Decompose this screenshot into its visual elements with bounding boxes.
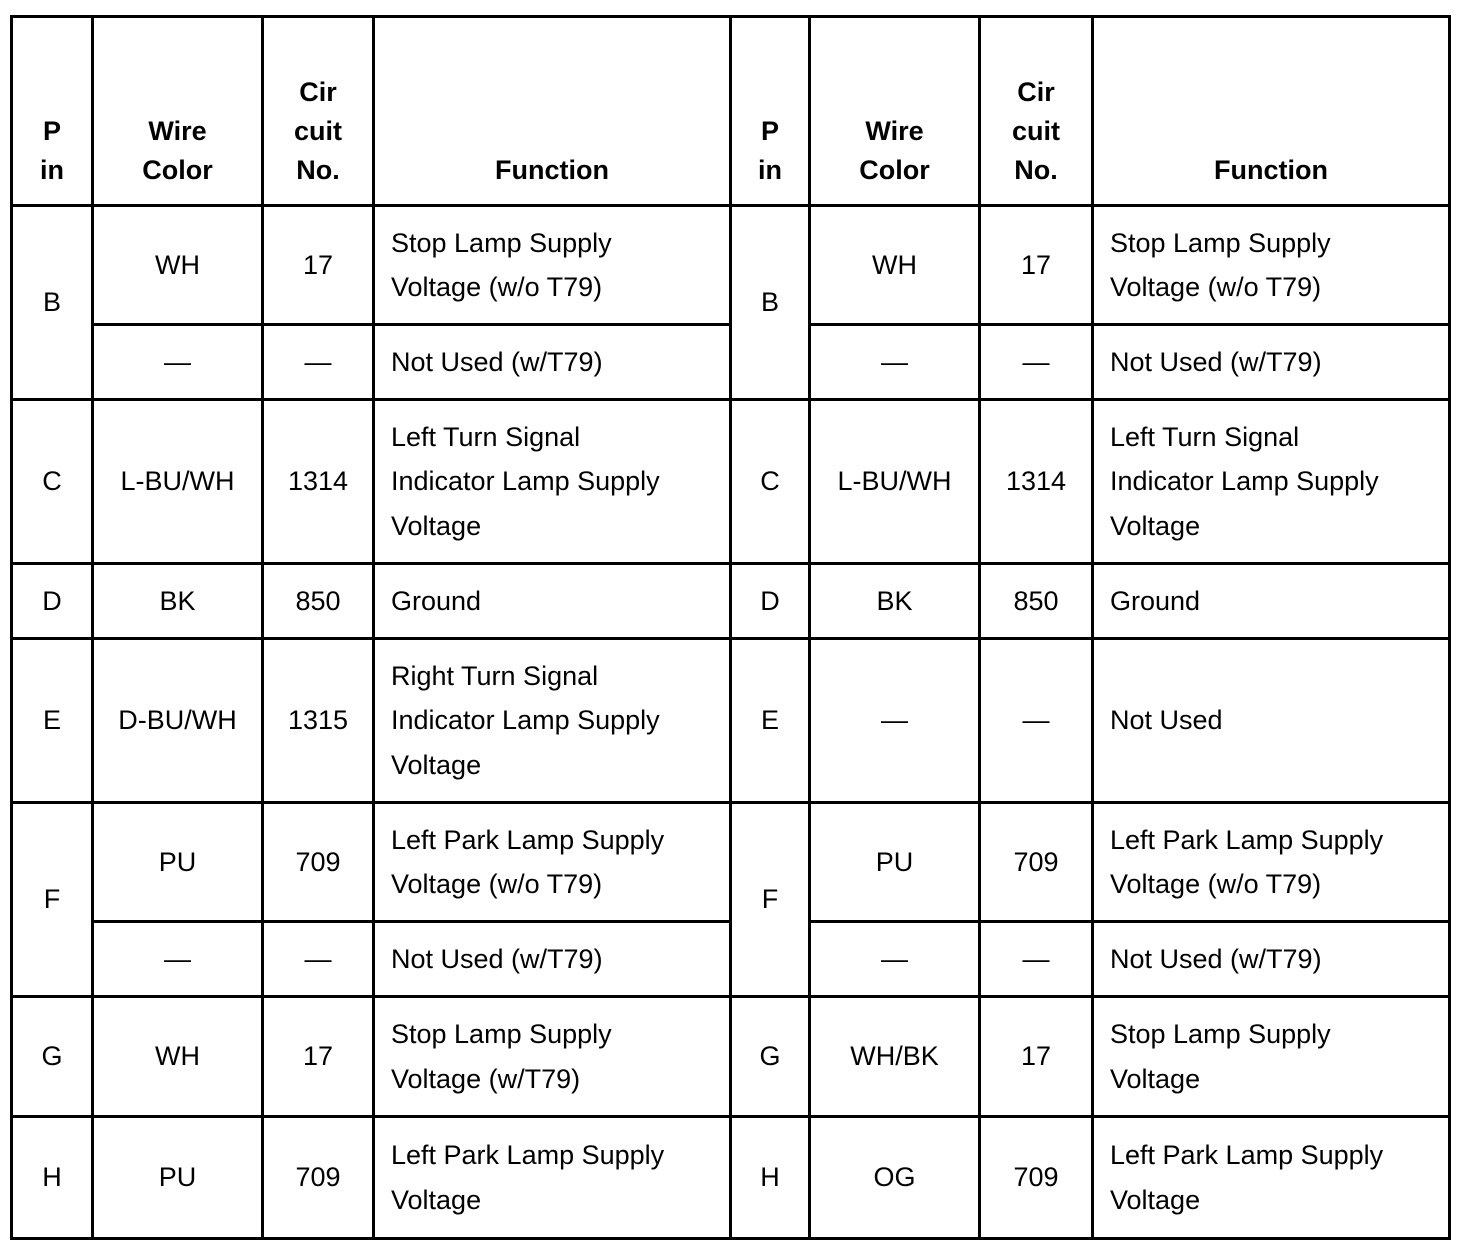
function-cell-right: Not Used (w/T79) (1093, 922, 1450, 997)
pin-cell-right: G (731, 997, 810, 1117)
wire-color-cell-left: WH (93, 206, 263, 325)
wire-color-cell-left: — (93, 922, 263, 997)
wire-color-cell-right: BK (810, 564, 980, 639)
wire-color-cell-left: D-BU/WH (93, 639, 263, 803)
function-cell-left: Ground (374, 564, 731, 639)
header-pin-left: P in (12, 17, 93, 206)
header-function-right: Function (1093, 17, 1450, 206)
circuit-cell-left: 1315 (263, 639, 374, 803)
header-circuit-left: Cir cuit No. (263, 17, 374, 206)
table-row (12, 206, 1450, 325)
pin-cell-left: G (12, 997, 93, 1117)
header-pin-right: P in (731, 17, 810, 206)
function-cell-right: Not Used (1093, 639, 1450, 803)
pin-cell-left: C (12, 400, 93, 564)
function-cell-left: Not Used (w/T79) (374, 922, 731, 997)
function-cell-right: Left Turn Signal Indicator Lamp Supply Voltage (1093, 400, 1450, 564)
function-cell-left: Left Park Lamp Supply Voltage (w/o T79) (374, 803, 731, 922)
table-row (12, 400, 1450, 564)
circuit-cell-right: 1314 (980, 400, 1093, 564)
header-function-left: Function (374, 17, 731, 206)
circuit-cell-right: — (980, 922, 1093, 997)
wire-color-cell-left: PU (93, 1117, 263, 1239)
wire-color-cell-right: — (810, 325, 980, 400)
pin-cell-left: B (12, 206, 93, 400)
wire-color-cell-left: — (93, 325, 263, 400)
circuit-cell-right: 17 (980, 997, 1093, 1117)
circuit-cell-right: — (980, 639, 1093, 803)
circuit-cell-left: 1314 (263, 400, 374, 564)
pin-cell-right: H (731, 1117, 810, 1239)
table-row (12, 997, 1450, 1117)
table-row (12, 1117, 1450, 1239)
circuit-cell-left: 17 (263, 997, 374, 1117)
pin-cell-right: D (731, 564, 810, 639)
pin-cell-left: F (12, 803, 93, 997)
wire-color-cell-right: WH/BK (810, 997, 980, 1117)
table-row (12, 639, 1450, 803)
function-cell-right: Stop Lamp Supply Voltage (w/o T79) (1093, 206, 1450, 325)
function-cell-right: Ground (1093, 564, 1450, 639)
function-cell-right: Stop Lamp Supply Voltage (1093, 997, 1450, 1117)
pin-cell-right: C (731, 400, 810, 564)
pin-cell-right: E (731, 639, 810, 803)
circuit-cell-left: 709 (263, 803, 374, 922)
function-cell-left: Not Used (w/T79) (374, 325, 731, 400)
wire-color-cell-right: PU (810, 803, 980, 922)
pin-cell-left: E (12, 639, 93, 803)
table-row (12, 564, 1450, 639)
circuit-cell-right: 709 (980, 1117, 1093, 1239)
wire-color-cell-left: BK (93, 564, 263, 639)
function-cell-right: Left Park Lamp Supply Voltage (w/o T79) (1093, 803, 1450, 922)
function-cell-right: Not Used (w/T79) (1093, 325, 1450, 400)
pin-cell-left: D (12, 564, 93, 639)
function-cell-left: Stop Lamp Supply Voltage (w/o T79) (374, 206, 731, 325)
function-cell-right: Left Park Lamp Supply Voltage (1093, 1117, 1450, 1239)
pin-cell-left: H (12, 1117, 93, 1239)
circuit-cell-right: 850 (980, 564, 1093, 639)
circuit-cell-left: — (263, 922, 374, 997)
function-cell-left: Stop Lamp Supply Voltage (w/T79) (374, 997, 731, 1117)
wire-color-cell-left: L-BU/WH (93, 400, 263, 564)
table-row (12, 803, 1450, 922)
circuit-cell-left: 709 (263, 1117, 374, 1239)
wire-color-cell-right: — (810, 922, 980, 997)
wire-color-cell-right: WH (810, 206, 980, 325)
connector-pinout-table (10, 15, 1451, 1240)
header-row (12, 17, 1450, 206)
wire-color-cell-right: — (810, 639, 980, 803)
circuit-cell-left: 17 (263, 206, 374, 325)
wire-color-cell-right: L-BU/WH (810, 400, 980, 564)
wire-color-cell-left: WH (93, 997, 263, 1117)
circuit-cell-left: 850 (263, 564, 374, 639)
circuit-cell-right: — (980, 325, 1093, 400)
wire-color-cell-left: PU (93, 803, 263, 922)
wire-color-cell-right: OG (810, 1117, 980, 1239)
function-cell-left: Left Turn Signal Indicator Lamp Supply Voltage (374, 400, 731, 564)
header-wire-color-right: Wire Color (810, 17, 980, 206)
function-cell-left: Right Turn Signal Indicator Lamp Supply Voltage (374, 639, 731, 803)
function-cell-left: Left Park Lamp Supply Voltage (374, 1117, 731, 1239)
circuit-cell-left: — (263, 325, 374, 400)
header-wire-color-left: Wire Color (93, 17, 263, 206)
circuit-cell-right: 709 (980, 803, 1093, 922)
circuit-cell-right: 17 (980, 206, 1093, 325)
pin-cell-right: F (731, 803, 810, 997)
pin-cell-right: B (731, 206, 810, 400)
header-circuit-right: Cir cuit No. (980, 17, 1093, 206)
